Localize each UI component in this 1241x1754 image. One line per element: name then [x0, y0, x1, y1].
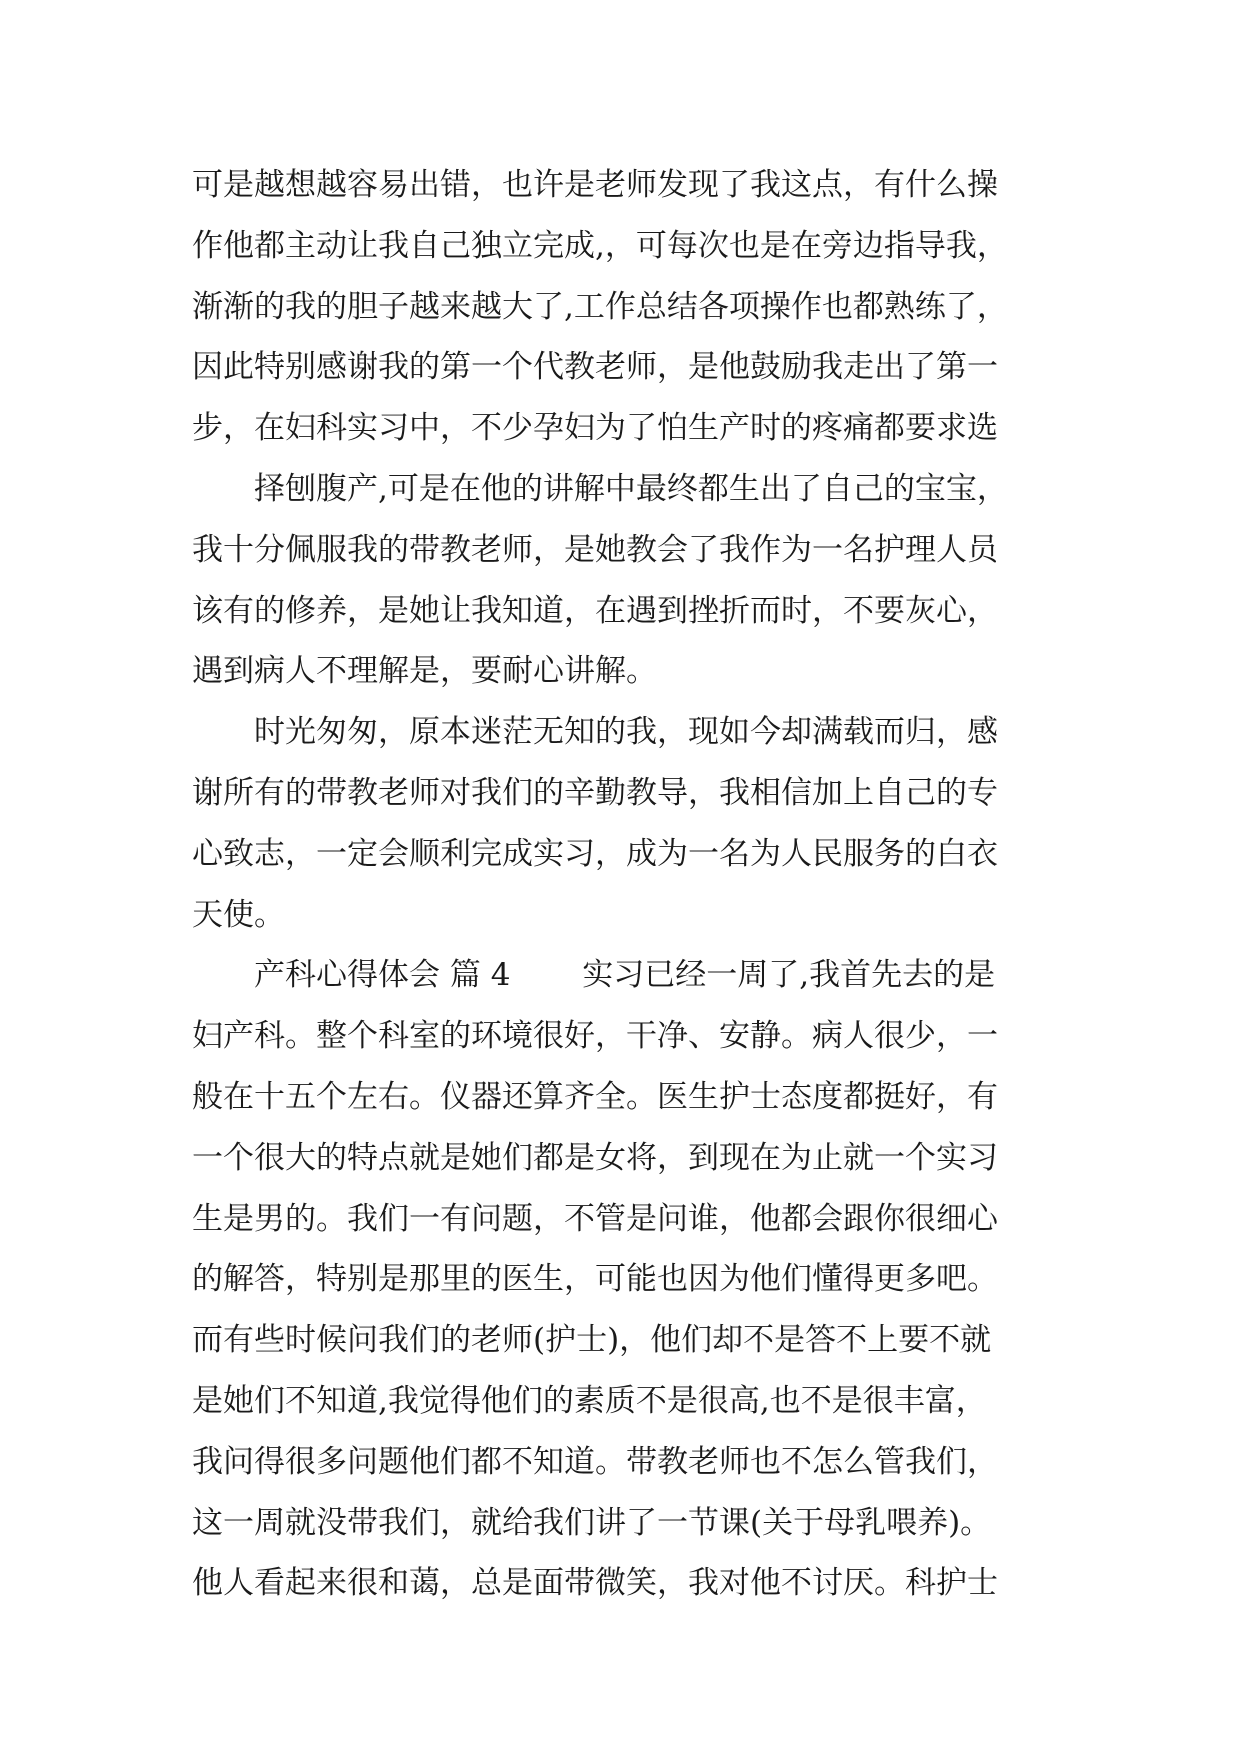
- text-line: 妇产科。整个科室的环境很好，干净、安静。病人很少，一: [192, 1018, 998, 1055]
- text-line: 遇到病人不理解是，要耐心讲解。: [192, 653, 657, 690]
- text-line: 生是男的。我们一有问题，不管是问谁，他都会跟你很细心: [192, 1200, 998, 1237]
- text-line: 择刨腹产,可是在他的讲解中最终都生出了自己的宝宝，: [192, 470, 1008, 507]
- text-line: 这一周就没带我们，就给我们讲了一节课(关于母乳喂养)。: [192, 1504, 992, 1541]
- text-line: 渐渐的我的胆子越来越大了,工作总结各项操作也都熟练了，: [192, 288, 1008, 325]
- text-line: 他人看起来很和蔼，总是面带微笑，我对他不讨厌。科护士: [192, 1565, 998, 1602]
- text-line: 我问得很多问题他们都不知道。带教老师也不怎么管我们，: [192, 1443, 998, 1480]
- text-line: 谢所有的带教老师对我们的辛勤教导，我相信加上自己的专: [192, 774, 998, 811]
- text-line: 天使。: [192, 896, 285, 933]
- text-line: 步，在妇科实习中，不少孕妇为了怕生产时的疼痛都要求选: [192, 410, 998, 447]
- text-line: 时光匆匆，原本迷茫无知的我，现如今却满载而归，感: [192, 714, 998, 751]
- section-heading-line: 产科心得体会 篇 4 实习已经一周了,我首先去的是: [192, 957, 996, 994]
- text-line: 是她们不知道,我觉得他们的素质不是很高,也不是很丰富，: [192, 1382, 987, 1419]
- text-line: 作他都主动让我自己独立完成,，可每次也是在旁边指导我，: [192, 227, 1008, 264]
- text-line: 的解答，特别是那里的医生，可能也因为他们懂得更多吧。: [192, 1261, 998, 1298]
- text-line: 而有些时候问我们的老师(护士)，他们却不是答不上要不就: [192, 1322, 992, 1359]
- text-line: 我十分佩服我的带教老师，是她教会了我作为一名护理人员: [192, 531, 998, 568]
- text-line: 一个很大的特点就是她们都是女将，到现在为止就一个实习: [192, 1139, 998, 1176]
- text-line: 心致志，一定会顺利完成实习，成为一名为人民服务的白衣: [192, 835, 998, 872]
- document-body: [192, 155, 1052, 1614]
- text-line: 般在十五个左右。仪器还算齐全。医生护士态度都挺好，有: [192, 1078, 998, 1115]
- text-line: 该有的修养，是她让我知道，在遇到挫折而时，不要灰心，: [192, 592, 998, 629]
- text-line: 因此特别感谢我的第一个代教老师，是他鼓励我走出了第一: [192, 349, 998, 386]
- text-line: 可是越想越容易出错，也许是老师发现了我这点，有什么操: [192, 167, 998, 203]
